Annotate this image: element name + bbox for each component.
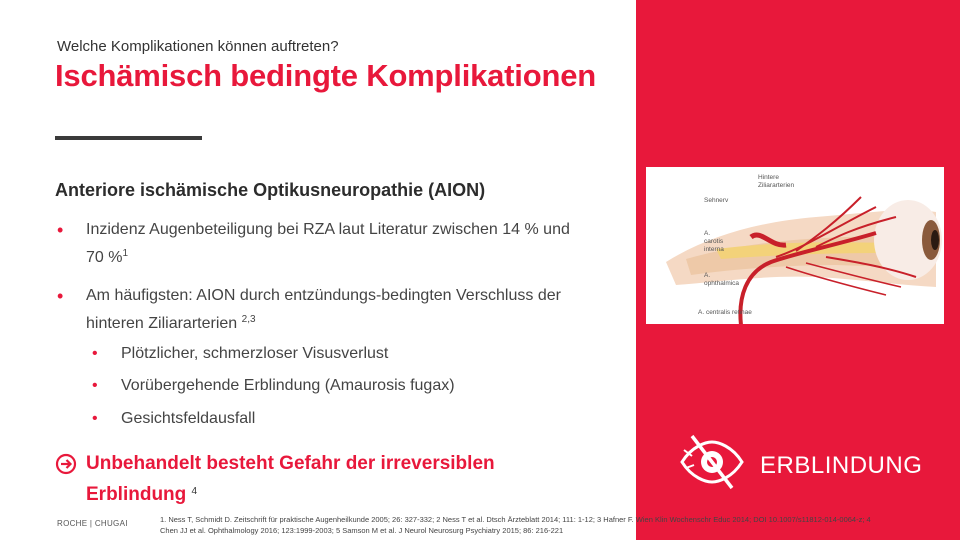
bullet-dot-icon: • xyxy=(92,345,98,362)
label-hintere: Hintere xyxy=(758,174,779,181)
footer-brand: ROCHE | CHUGAI xyxy=(57,519,128,528)
arrow-right-circle-icon xyxy=(55,450,77,484)
conclusion-text: Unbehandelt besteht Gefahr der irreversiblen Erblindung xyxy=(86,453,495,505)
label-centralis-retinae: A. centralis retinae xyxy=(698,309,752,316)
footnote-ref: 1 xyxy=(122,248,129,259)
bullet-text: Inzidenz Augenbeteiligung bei RZA laut Literatur zwischen 14 % und 70 % xyxy=(86,221,570,266)
slide-subtitle: Welche Komplikationen können auftreten? xyxy=(57,38,339,55)
bullet-dot-icon: • xyxy=(57,286,64,306)
sub-bullet-text: Plötzlicher, schmerzloser Visusverlust xyxy=(121,345,389,362)
sub-bullet-text: Vorübergehende Erblindung (Amaurosis fugax) xyxy=(121,377,455,394)
footnote-ref: 2,3 xyxy=(241,314,256,325)
footnote-ref: 4 xyxy=(191,486,198,497)
label-ziliararterien: Ziliararterien xyxy=(758,182,795,189)
bullet-item xyxy=(57,218,577,268)
label-carotis-a: A. xyxy=(704,230,711,237)
bullet-dot-icon: • xyxy=(92,377,98,394)
bullet-item xyxy=(57,284,577,334)
section-heading: Anteriore ischämische Optikusneuropathie (AION) xyxy=(55,180,486,200)
label-carotis: carotis xyxy=(704,238,724,245)
sub-bullet-text: Gesichtsfeldausfall xyxy=(121,410,256,427)
footer-references: 1. Ness T, Schmidt D. Zeitschrift für praktische Augenheilkunde 2005; 26: 327-332; 2 Ness T et al. Dtsch Ärzteblatt 2014; 111: 1-12; 3 Hafner F. Wien Klin Wochenschr Educ 2014; DOI 10.1007/s11812-014-0064-z; 4 Chen JJ et al. Ophthalmology 2016; 123:1999-2003; 5 Samson M et al. J Neurol Neurosurg Psychiatry 2015; 86: 216-221 xyxy=(160,515,871,535)
eye-anatomy-illustration xyxy=(646,167,944,324)
bullet-dot-icon: • xyxy=(57,220,64,240)
slide-title: Ischämisch bedingte Komplikationen xyxy=(55,58,596,93)
label-ophthalmica: ophthalmica xyxy=(704,280,740,287)
title-underline xyxy=(55,136,202,140)
label-sehnerv: Sehnerv xyxy=(704,197,729,204)
bullet-text: Am häufigsten: AION durch entzündungs-bedingten Verschluss der hinteren Ziliararterien xyxy=(86,287,561,332)
bullet-dot-icon: • xyxy=(92,410,98,427)
label-ophthalmica-a: A. xyxy=(704,272,711,279)
label-interna: interna xyxy=(704,246,724,253)
blindness-label: ERBLINDUNG xyxy=(760,452,923,479)
eye-blocked-icon xyxy=(678,432,746,492)
